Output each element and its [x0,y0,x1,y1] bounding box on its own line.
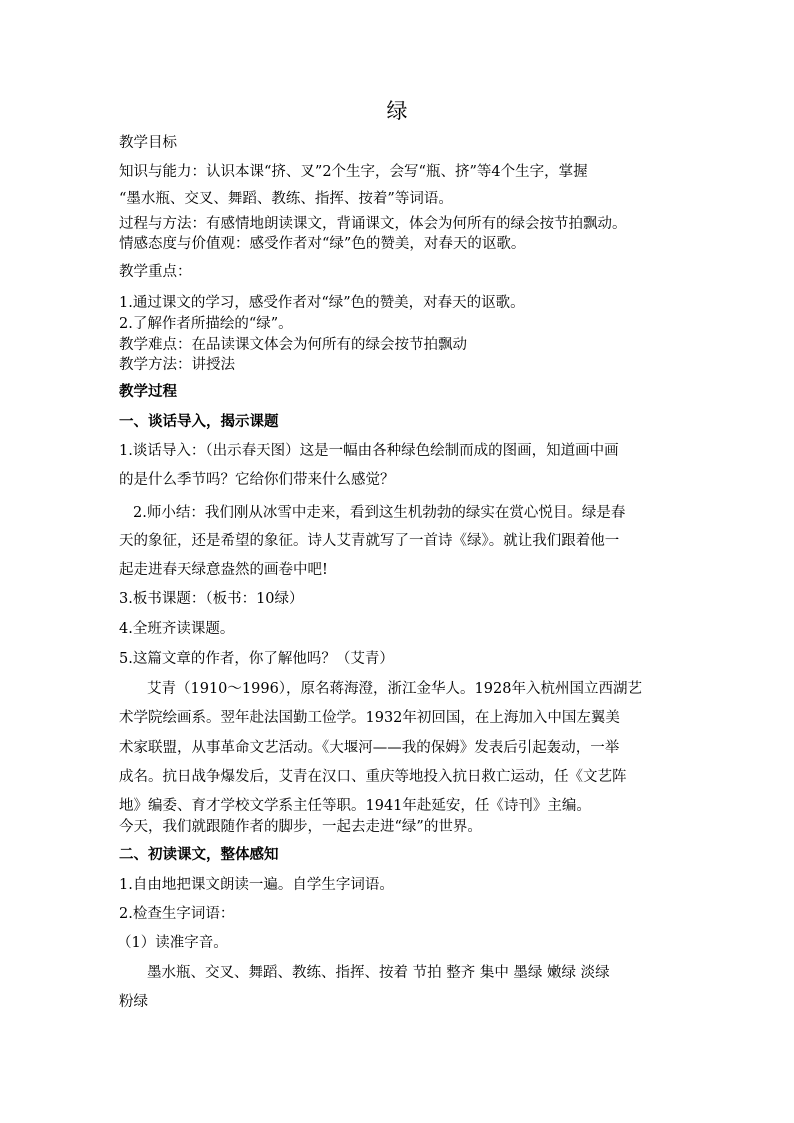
step-5: 5.这篇文章的作者，你了解他吗？（艾青） [119,651,394,667]
step-1-line1: 1.谈话导入：（出示春天图）这是一幅由各种绿色绘制而成的图画，知道画中画 [119,443,619,459]
vocab-line1: 墨水瓶、交叉、舞蹈、教练、指挥、按着 节拍 整齐 集中 墨绿 嫩绿 淡绿 [147,965,610,981]
step-2-line1: 2.师小结：我们刚从冰雪中走来，看到这生机勃勃的绿实在赏心悦目。绿是春 [133,505,626,521]
teaching-difficulty: 教学难点：在品读课文体会为何所有的绿会按节拍飘动 [119,337,467,353]
author-bio-line4: 成名。抗日战争爆发后，艾青在汉口、重庆等地投入抗日救亡运动，任《文艺阵 [119,769,627,785]
teaching-method: 教学方法：讲授法 [119,357,235,373]
goal-process: 过程与方法：有感情地朗读课文，背诵课文，体会为何所有的绿会按节拍飘动。 [119,216,627,232]
vocab-line2: 粉绿 [119,994,148,1010]
key-point-2: 2.了解作者所描绘的“绿”。 [119,316,293,332]
document-title: 绿 [386,99,408,123]
heading-teaching-process: 教学过程 [119,384,177,400]
step-2-1: 1.自由地把课文朗读一遍。自学生字词语。 [119,877,394,893]
step-2-2: 2.检查生字词语： [119,906,235,922]
author-bio-line5: 地》编委、育才学校文学系主任等职。1941年赴延安，任《诗刊》主编。 [119,798,591,814]
author-bio-line3: 术家联盟，从事革命文艺活动。《大堰河——我的保姆》发表后引起轰动，一举 [119,740,620,756]
author-bio-line1: 艾青（1910～1996），原名蒋海澄，浙江金华人。1928年入杭州国立西湖艺 [147,681,642,697]
step-3: 3.板书课题：（板书：10绿） [119,591,304,607]
heading-key-points: 教学重点： [119,264,192,280]
step-2-2-sub1: （1）读准字音。 [117,935,228,951]
step-2-line2: 天的象征，还是希望的象征。诗人艾青就写了一首诗《绿》。就让我们跟着他一 [119,533,620,549]
goal-knowledge-line1: 知识与能力：认识本课“挤、叉”2个生字，会写“瓶、挤”等4个生字，掌握 [119,164,588,180]
goal-knowledge-line2: “墨水瓶、交叉、舞蹈、教练、指挥、按着”等词语。 [119,191,453,207]
author-bio-line2: 术学院绘画系。翌年赴法国勤工俭学。1932年初回国，在上海加入中国左翼美 [119,710,620,726]
transition-line: 今天，我们就跟随作者的脚步，一起去走进“绿”的世界。 [119,819,482,835]
step-2-line3: 起走进春天绿意盎然的画卷中吧! [119,562,328,578]
step-4: 4.全班齐读课题。 [119,621,235,637]
step-1-line2: 的是什么季节吗？它给你们带来什么感觉？ [119,472,395,488]
section-heading-1: 一、谈话导入，揭示课题 [119,414,279,430]
key-point-1: 1.通过课文的学习，感受作者对“绿”色的赞美，对春天的讴歌。 [119,295,525,311]
heading-teaching-goals: 教学目标 [119,135,177,151]
section-heading-2: 二、初读课文，整体感知 [119,847,279,863]
goal-emotion: 情感态度与价值观：感受作者对“绿”色的赞美，对春天的讴歌。 [119,236,526,252]
